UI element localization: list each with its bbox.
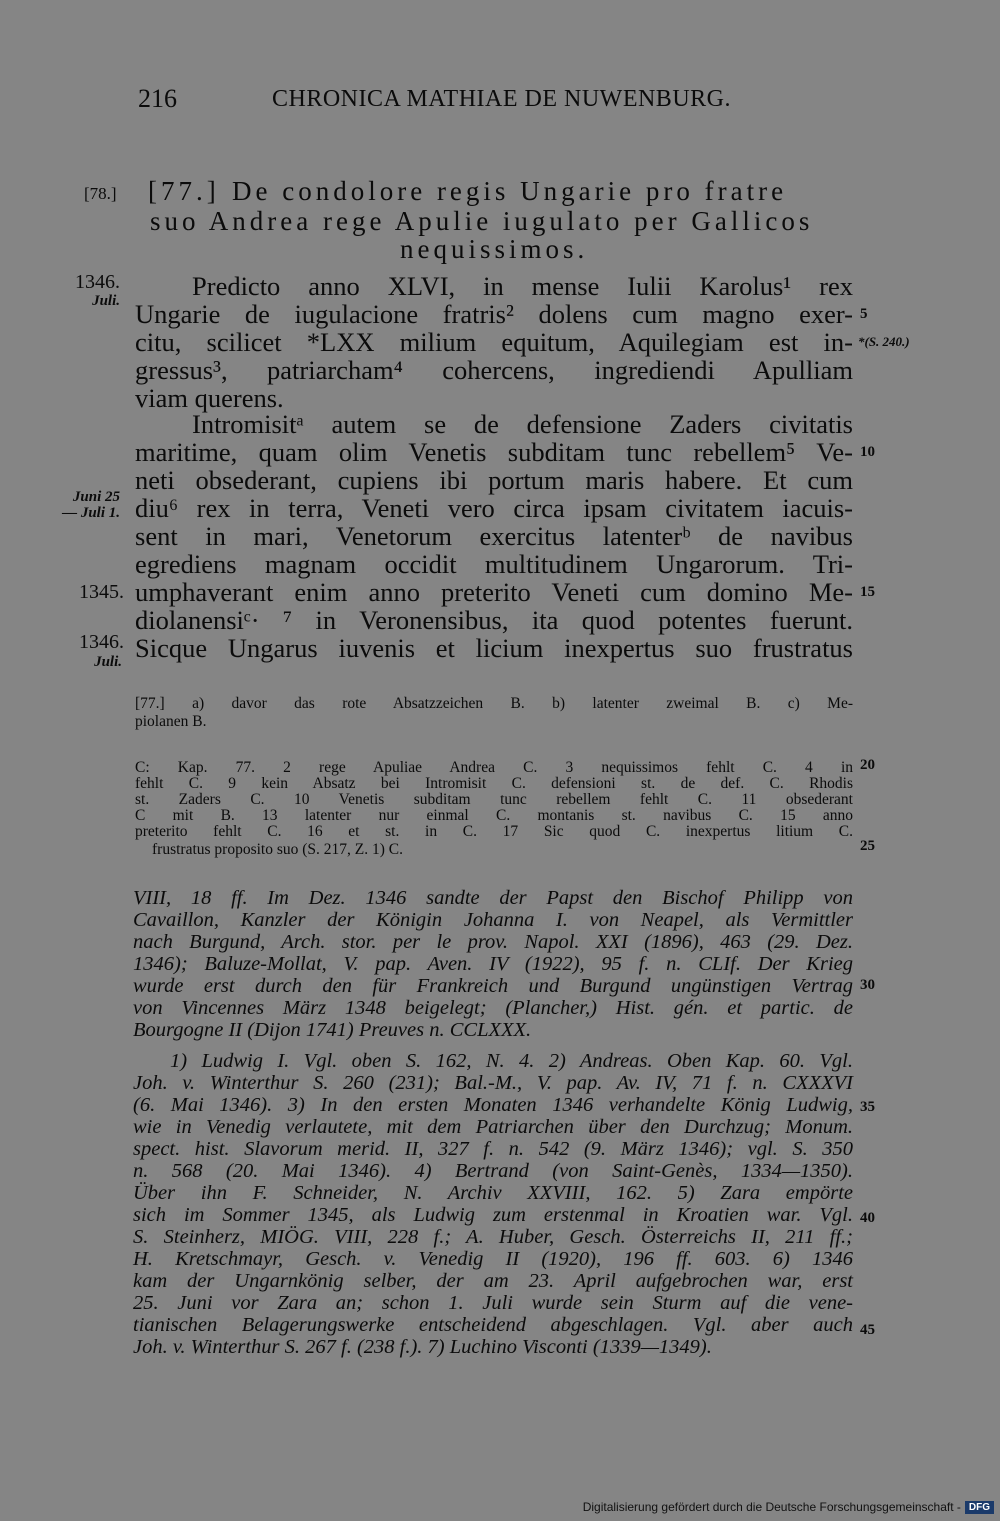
note-line: tianischen Belagerungswerke entscheidend abgeschlagen. Vgl. aber auch: [133, 1314, 853, 1336]
text-line: Sicque Ungarus iuvenis et licium inexpertus suo frustratus: [135, 633, 853, 663]
margin-date: — Juli 1.: [62, 505, 120, 521]
line-number: 5: [860, 306, 868, 322]
note-line: Bourgogne II (Dijon 1741) Preuves n. CCLXXX.: [133, 1019, 532, 1041]
text-line: diu⁶ rex in terra, Veneti vero circa ipsam civitatem iacuis-: [135, 493, 853, 523]
text-line: diolanensiᶜ· ⁷ in Veronensibus, ita quod potentes fuerunt.: [135, 605, 853, 635]
text-line: maritime, quam olim Venetis subditam tunc rebellem⁵ Ve-: [135, 437, 853, 467]
note-line: VIII, 18 ff. Im Dez. 1346 sandte der Papst den Bischof Philipp von: [133, 887, 853, 909]
apparatus-line: piolanen B.: [135, 713, 207, 730]
margin-month: Juli.: [92, 293, 120, 309]
page-reference: *(S. 240.): [858, 334, 910, 349]
note-line: spect. hist. Slavorum merid. II, 327 f. n. 542 (9. März 1346); vgl. S. 350: [133, 1138, 853, 1160]
apparatus-line: frustratus proposito suo (S. 217, Z. 1) C.: [152, 841, 404, 858]
apparatus-line: C: Kap. 77. 2 rege Apuliae Andrea C. 3 nequissimos fehlt C. 4 in: [135, 759, 853, 776]
chapter-title-line: suo Andrea rege Apulie iugulato per Gallicos: [150, 206, 814, 236]
apparatus-line: preterito fehlt C. 16 et st. in C. 17 Sic quod C. inexpertus litium C.: [135, 823, 853, 840]
note-line: wie in Venedig verlautete, mit dem Patriarchen über den Durchzug; Monum.: [133, 1116, 853, 1138]
line-number: 25: [860, 838, 875, 854]
text-line: gressus³, patriarcham⁴ cohercens, ingrediendi Apulliam: [135, 355, 853, 385]
chapter-title-line: nequissimos.: [400, 234, 589, 264]
note-line: 1346); Baluze-Mollat, V. pap. Aven. IV (1922), 95 f. n. CLIf. Der Krieg: [133, 953, 853, 975]
note-line: n. 568 (20. Mai 1346). 4) Bertrand (von Saint-Genès, 1334—1350).: [133, 1160, 853, 1182]
line-number: 40: [860, 1210, 875, 1226]
text-line: egrediens magnam occidit multitudinem Ungarorum. Tri-: [135, 549, 853, 579]
note-line: nach Burgund, Arch. stor. per le prov. Napol. XXI (1896), 463 (29. Dez.: [133, 931, 853, 953]
note-line: Über ihn F. Schneider, N. Archiv XXVIII, 162. 5) Zara empörte: [133, 1182, 853, 1204]
line-number: 10: [860, 444, 875, 460]
note-line: wurde erst durch den für Frankreich und Burgund ungünstigen Vertrag: [133, 975, 853, 997]
note-line: H. Kretschmayr, Gesch. v. Venedig II (1920), 196 ff. 603. 6) 1346: [133, 1248, 853, 1270]
note-line: Joh. v. Winterthur S. 267 f. (238 f.). 7) Luchino Visconti (1339—1349).: [133, 1336, 712, 1358]
margin-date: Juni 25: [72, 489, 120, 505]
text-line: Predicto anno XLVI, in mense Iulii Karolus¹ rex: [192, 271, 853, 301]
note-line: Joh. v. Winterthur S. 260 (231); Bal.-M., V. pap. Av. IV, 71 f. n. CXXXVI: [133, 1072, 853, 1094]
text-line: viam querens.: [135, 383, 284, 413]
line-number: 45: [860, 1322, 875, 1338]
apparatus-line: fehlt C. 9 kein Absatz bei Intromisit C. defensioni st. de def. C. Rhodis: [135, 775, 853, 792]
margin-year: 1345.: [79, 581, 124, 603]
text-line: citu, scilicet *LXX milium equitum, Aquilegiam est in-: [135, 327, 853, 357]
margin-month: Juli.: [94, 654, 122, 670]
apparatus-line: C mit B. 13 latenter nur einmal C. montanis st. navibus C. 15 anno: [135, 807, 853, 824]
margin-year: 1346.: [79, 631, 124, 653]
note-line: S. Steinherz, MIÖG. VIII, 228 f.; A. Huber, Gesch. Österreichs II, 211 ff.;: [133, 1226, 853, 1248]
apparatus-line: st. Zaders C. 10 Venetis subditam tunc rebellem fehlt C. 11 obsederant: [135, 791, 853, 808]
text-line: sent in mari, Venetorum exercitus latenterᵇ de navibus: [135, 521, 853, 551]
page-number: 216: [138, 84, 177, 113]
line-number: 15: [860, 584, 875, 600]
chapter-number: [77.]: [148, 176, 220, 206]
note-line: sich im Sommer 1345, als Ludwig zum erstenmal in Kroatien war. Vgl.: [133, 1204, 853, 1226]
chapter-old-number: [78.]: [84, 184, 117, 203]
note-line: 25. Juni vor Zara an; schon 1. Juli wurde sein Sturm auf die vene-: [133, 1292, 853, 1314]
note-line: kam der Ungarnkönig selber, der am 23. April aufgebrochen war, erst: [133, 1270, 853, 1292]
text-line: Intromisitᵃ autem se de defensione Zaders civitatis: [192, 409, 853, 439]
apparatus-line: [77.] a) davor das rote Absatzzeichen B. b) latenter zweimal B. c) Me-: [135, 695, 853, 712]
note-line: (6. Mai 1346). 3) In den ersten Monaten 1346 verhandelte König Ludwig,: [133, 1094, 853, 1116]
margin-year: 1346.: [75, 271, 120, 293]
text-line: Ungarie de iugulacione fratris² dolens cum magno exer-: [135, 299, 853, 329]
text-line: umphaverant enim anno preterito Veneti cum domino Me-: [135, 577, 853, 607]
running-title: CHRONICA MATHIAE DE NUWENBURG.: [272, 86, 731, 112]
line-number: 30: [860, 977, 875, 993]
note-line: Cavaillon, Kanzler der Königin Johanna I. von Neapel, als Vermittler: [133, 909, 853, 931]
note-line: von Vincennes März 1348 beigelegt; (Plancher,) Hist. gén. et partic. de: [133, 997, 853, 1019]
chapter-title-line: De condolore regis Ungarie pro fratre: [232, 176, 788, 206]
footer-text: Digitalisierung gefördert durch die Deutsche Forschungsgemeinschaft -: [582, 1500, 961, 1514]
line-number: 35: [860, 1099, 875, 1115]
dfg-logo: DFG: [965, 1501, 994, 1514]
text-line: neti obsederant, cupiens ibi portum maris habere. Et cum: [135, 465, 853, 495]
line-number: 20: [860, 757, 875, 773]
footer: [583, 1500, 994, 1514]
note-line: 1) Ludwig I. Vgl. oben S. 162, N. 4. 2) Andreas. Oben Kap. 60. Vgl.: [170, 1050, 853, 1072]
